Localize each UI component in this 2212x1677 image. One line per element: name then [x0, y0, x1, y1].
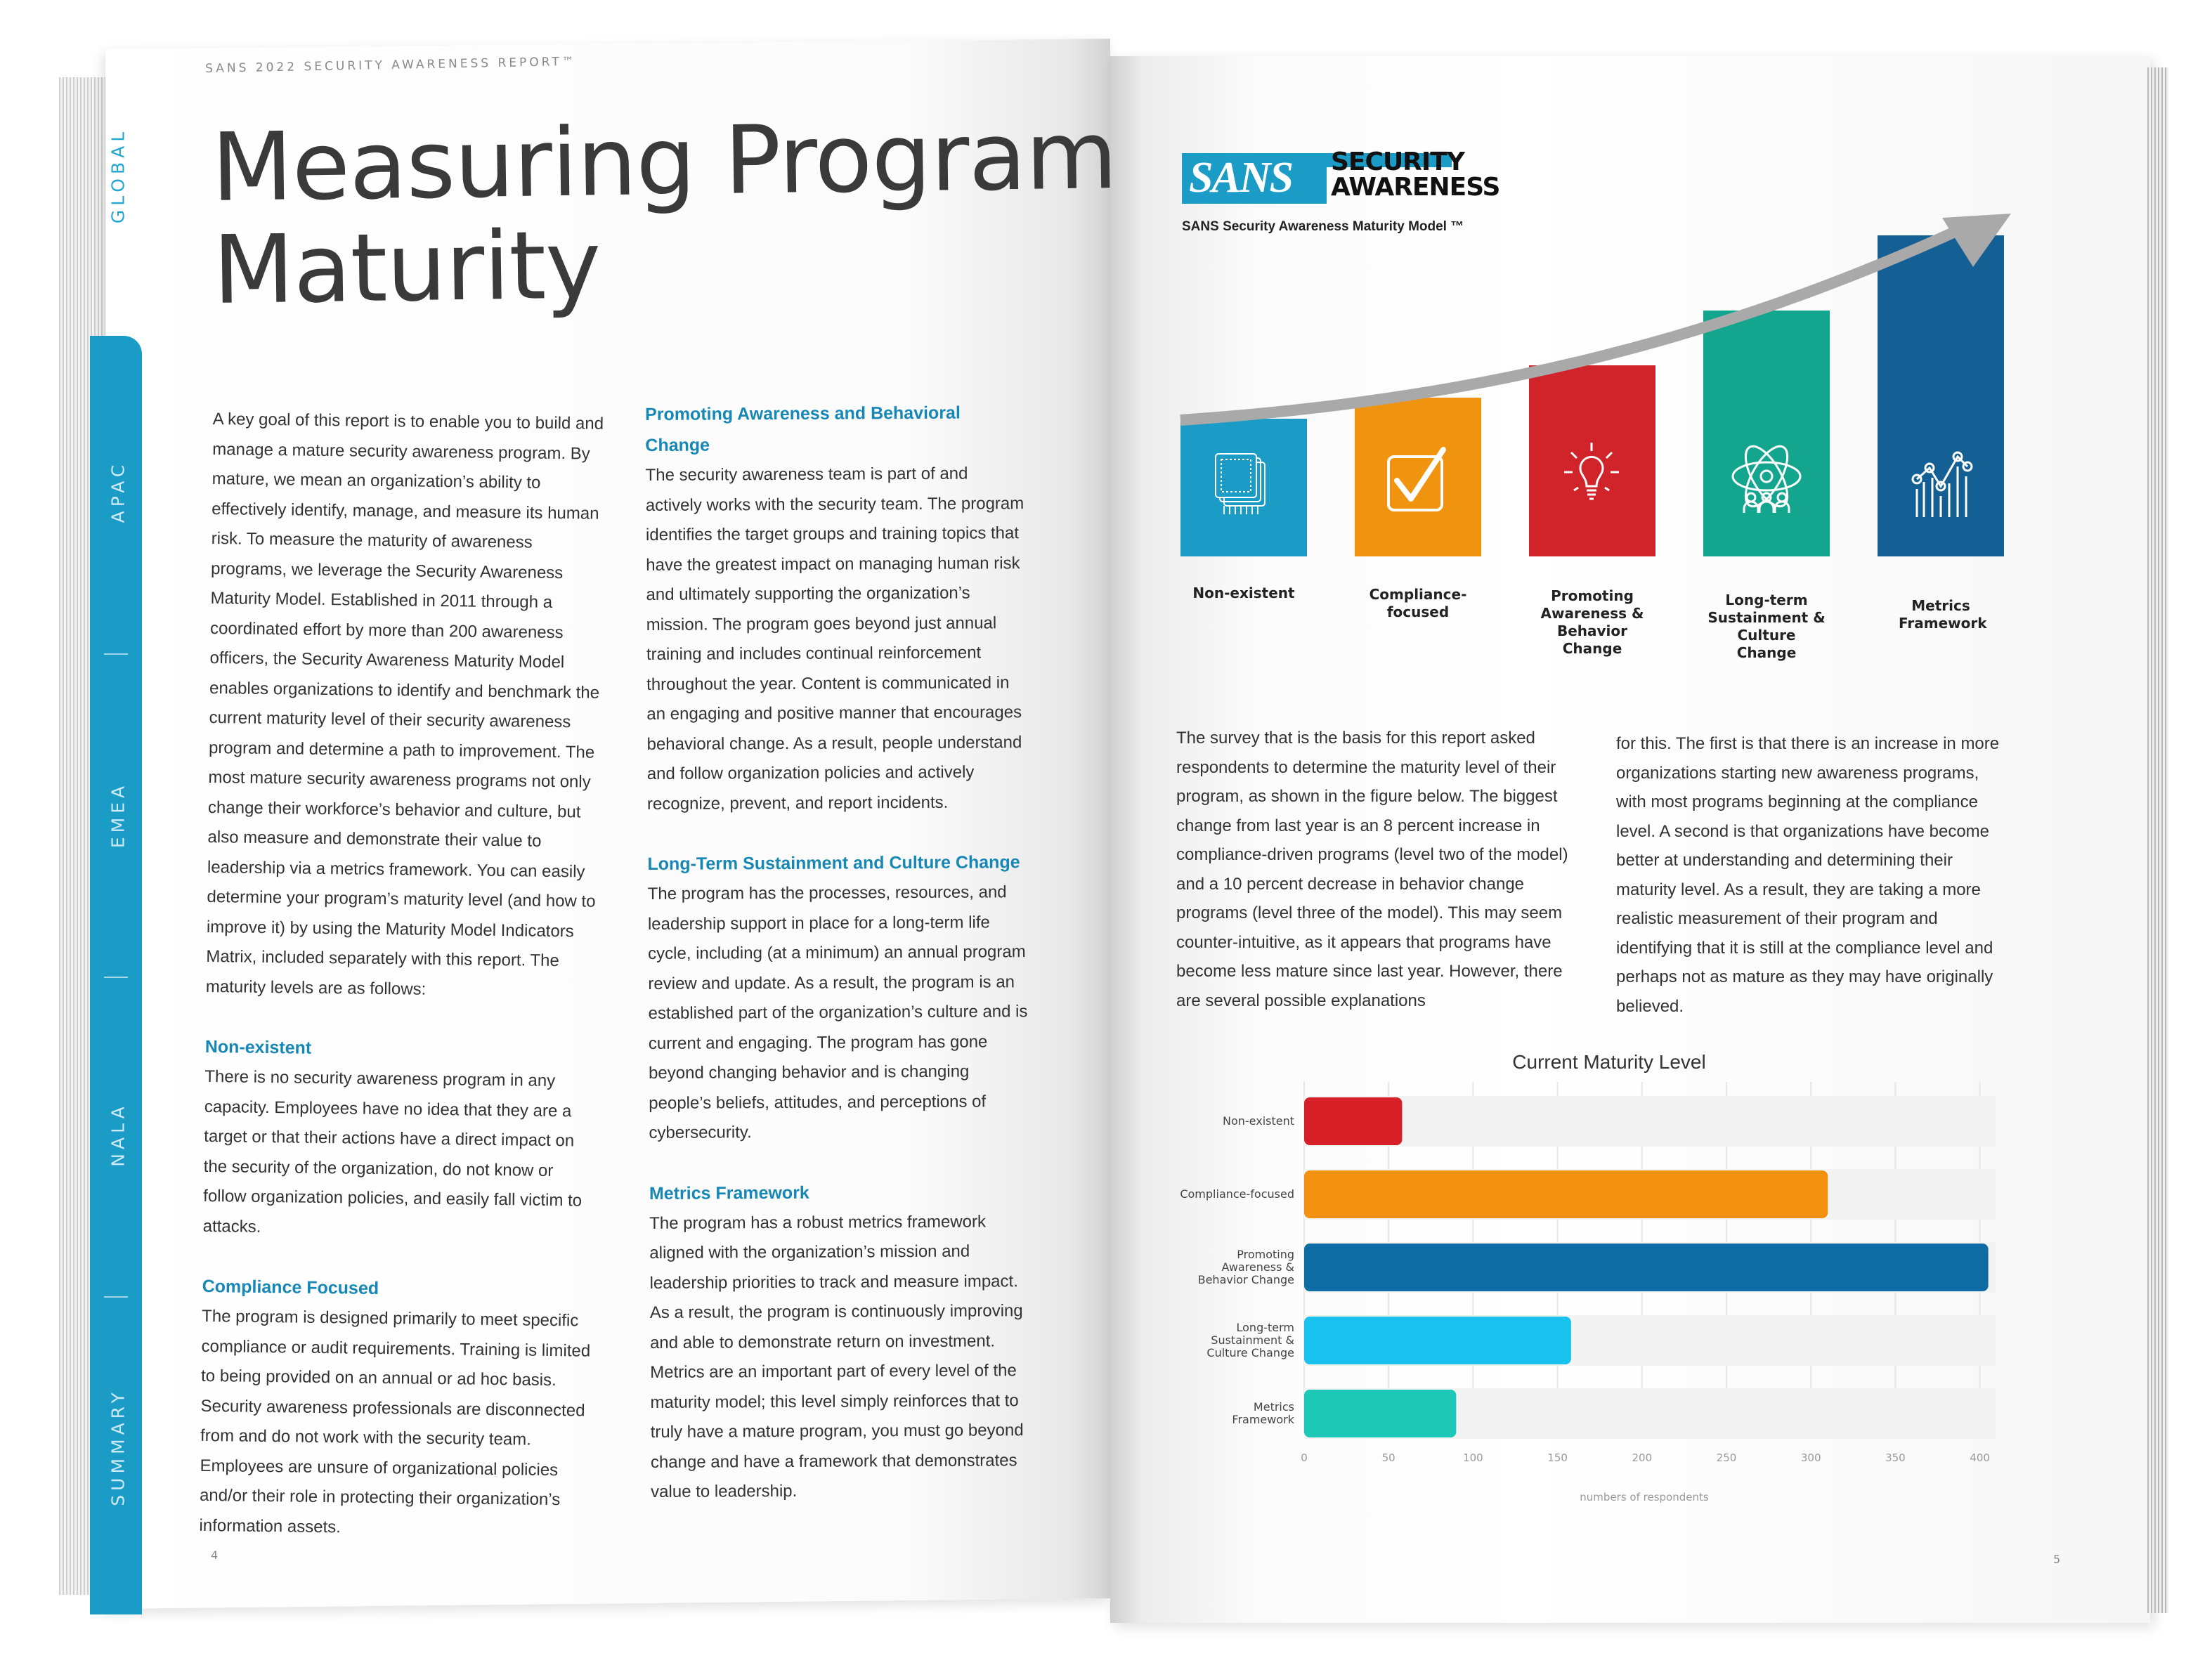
chart-category-label: Long-term Sustainment & Culture Change: [1206, 1321, 1294, 1359]
tab-emea[interactable]: EMEA: [108, 781, 129, 849]
maturity-model-diagram: [1173, 197, 2038, 590]
logo-sans-mark: SANS: [1182, 153, 1327, 204]
chart-x-tick: 250: [1716, 1451, 1737, 1464]
tab-divider: [104, 977, 128, 978]
left-column-2: [645, 397, 1030, 1536]
tab-summary[interactable]: SUMMARY: [108, 1388, 129, 1506]
chart-x-tick: 0: [1301, 1451, 1308, 1464]
title-line-2: Maturity: [212, 210, 601, 325]
page-title: [210, 100, 1119, 325]
tab-divider: [104, 1296, 128, 1298]
maturity-model-title: SANS Security Awareness Maturity Model ™: [1182, 219, 1464, 234]
right-page-edges: [2147, 67, 2168, 1613]
logo-word-security: SECURITY: [1331, 148, 1464, 176]
tab-nala[interactable]: NALA: [108, 1102, 129, 1167]
section-heading: Promoting Awareness and Behavioral Change: [645, 403, 961, 455]
running-head: SANS 2022 SECURITY AWARENESS REPORT™: [205, 54, 577, 76]
section-body: There is no security awareness program in any capacity. Employees have no idea that they are a target or that their actions have a direct impact on the security of the organization, do not know or follow organization policies, and easily fall victim to attacks.: [202, 1066, 583, 1236]
right-body-column-1: The survey that is the basis for this report asked respondents to determine the maturity level of their program, as shown in the figure below. The biggest change from last year is an 8 percent increase in compliance-driven programs (level two of the model) and a 10 percent decrease in behavior change programs (level three of the model). This may seem counter-intuitive, as it appears that programs have become less mature since last year. However, there are several possible explanations: [1176, 729, 1568, 1010]
chart-x-tick: 100: [1463, 1451, 1483, 1464]
level-label-long-term: Long-term Sustainment & Culture Change: [1707, 592, 1826, 661]
tab-divider: [104, 653, 128, 655]
tab-apac[interactable]: APAC: [108, 460, 129, 523]
chart-x-tick: 400: [1970, 1451, 1990, 1464]
section-body: The program is designed primarily to meet specific compliance or audit requirements. Training is limited to being provided on an annual or ad hoc basis. Security awareness professionals are disconnected from and do not work with the security team. Employees are unsure of organizational policies and/or their role in protecting their organization’s information assets.: [199, 1306, 591, 1536]
intro-paragraph: A key goal of this report is to enable you to build and manage a mature security awareness program. By mature, we mean an organization’s ability to effectively identify, manage, and measure its human risk. To measure the maturity of awareness programs, we leverage the Security Awareness Maturity Model. Established in 2011 through a coordinated effort by more than 200 awareness officers, the Security Awareness Maturity Model enables organizations to identify and benchmark the current maturity level of their security awareness program and determine a path to improvement. The most mature security awareness programs not only change their workforce’s behavior and culture, but also measure and demonstrate their value to leadership via a metrics framework. You can easily determine your program’s maturity level (and how to improve it) by using the Maturity Model Indicators Matrix, included separately with this report. The maturity levels are as follows:: [205, 409, 604, 999]
section-body: The program has the processes, resources, and leadership support in place for a long-term life cycle, including (at a minimum) an annual program review and update. As a result, the program is an established part of the organization’s culture and is current and engaging. The program has gone beyond changing behavior and is changing people’s beliefs, attitudes, and perceptions of cybersecurity.: [647, 882, 1028, 1142]
level-bar-promoting: [1529, 365, 1655, 556]
chart-category-label: Metrics Framework: [1232, 1400, 1294, 1426]
logo-word-awareness: AWARENESS: [1331, 173, 1500, 202]
left-column-1: [199, 405, 606, 1575]
chart-x-tick: 150: [1547, 1451, 1568, 1464]
level-bar-compliance: [1355, 398, 1481, 556]
chart-title: Current Maturity Level: [1512, 1051, 1706, 1073]
level-label-metrics: Metrics Framework: [1899, 597, 1987, 632]
chart-bar: [1304, 1390, 1456, 1437]
level-bar-long-term: [1703, 311, 1830, 556]
chart-category-label: Promoting Awareness & Behavior Change: [1197, 1248, 1294, 1286]
page-number-right: 5: [2053, 1553, 2061, 1566]
section-heading: Compliance Focused: [202, 1276, 379, 1298]
chart-row-band: [1304, 1096, 1996, 1147]
section-heading: Non-existent: [204, 1036, 312, 1058]
chart-x-label: numbers of respondents: [1580, 1491, 1709, 1503]
tab-global[interactable]: GLOBAL: [108, 127, 129, 224]
chart-bar: [1304, 1097, 1402, 1145]
chart-x-tick: 350: [1885, 1451, 1906, 1464]
chart-x-tick: 50: [1381, 1451, 1395, 1464]
chart-category-label: Compliance-focused: [1180, 1187, 1294, 1201]
maturity-bar-chart: [1293, 1082, 1996, 1454]
chart-x-tick: 200: [1632, 1451, 1653, 1464]
chart-x-tick: 300: [1800, 1451, 1821, 1464]
chart-category-label: Non-existent: [1222, 1114, 1294, 1128]
chart-bar: [1304, 1244, 1989, 1291]
section-body: The security awareness team is part of and actively works with the security team. The program identifies the target groups and training topics that have the greatest impact on managing human risk and ultimately supporting the organization’s mission. The program goes beyond just annual training and includes continual reinforcement throughout the year. Content is communicated in an engaging and positive manner that encourages behavioral change. As a result, people understand and follow organization policies and actively recognize, prevent, and report incidents.: [645, 464, 1024, 814]
level-label-compliance: Compliance-focused: [1369, 586, 1467, 620]
chart-bar: [1304, 1170, 1828, 1218]
level-label-promoting: Promoting Awareness & Behavior Change: [1540, 587, 1644, 657]
section-heading: Long-Term Sustainment and Culture Change: [647, 852, 1020, 874]
right-body-column-2: for this. The first is that there is an increase in more organizations starting new awareness programs, with most programs beginning at the compliance level. A second is that organizations have become better at understanding and determining their maturity level. As a result, they are taking a more realistic measurement of their program and identifying that it is still at the compliance level and perhaps not as mature as they may have originally believed.: [1616, 734, 2000, 1016]
page-number-left: 4: [211, 1548, 219, 1562]
level-label-non-existent: Non-existent: [1192, 585, 1295, 601]
title-line-1: Measuring Program: [210, 100, 1118, 223]
chart-bar: [1304, 1317, 1571, 1364]
section-heading: Metrics Framework: [649, 1182, 809, 1203]
section-body: The program has a robust metrics framework aligned with the organization’s mission and leadership priorities to track and measure impact. As a result, the program is continuously improving and able to demonstrate return on investment. Metrics are an important part of every level of the maturity model; this level simply reinforces that to truly have a mature program, you must go beyond change and have a framework that demonstrates value to leadership.: [649, 1211, 1024, 1501]
